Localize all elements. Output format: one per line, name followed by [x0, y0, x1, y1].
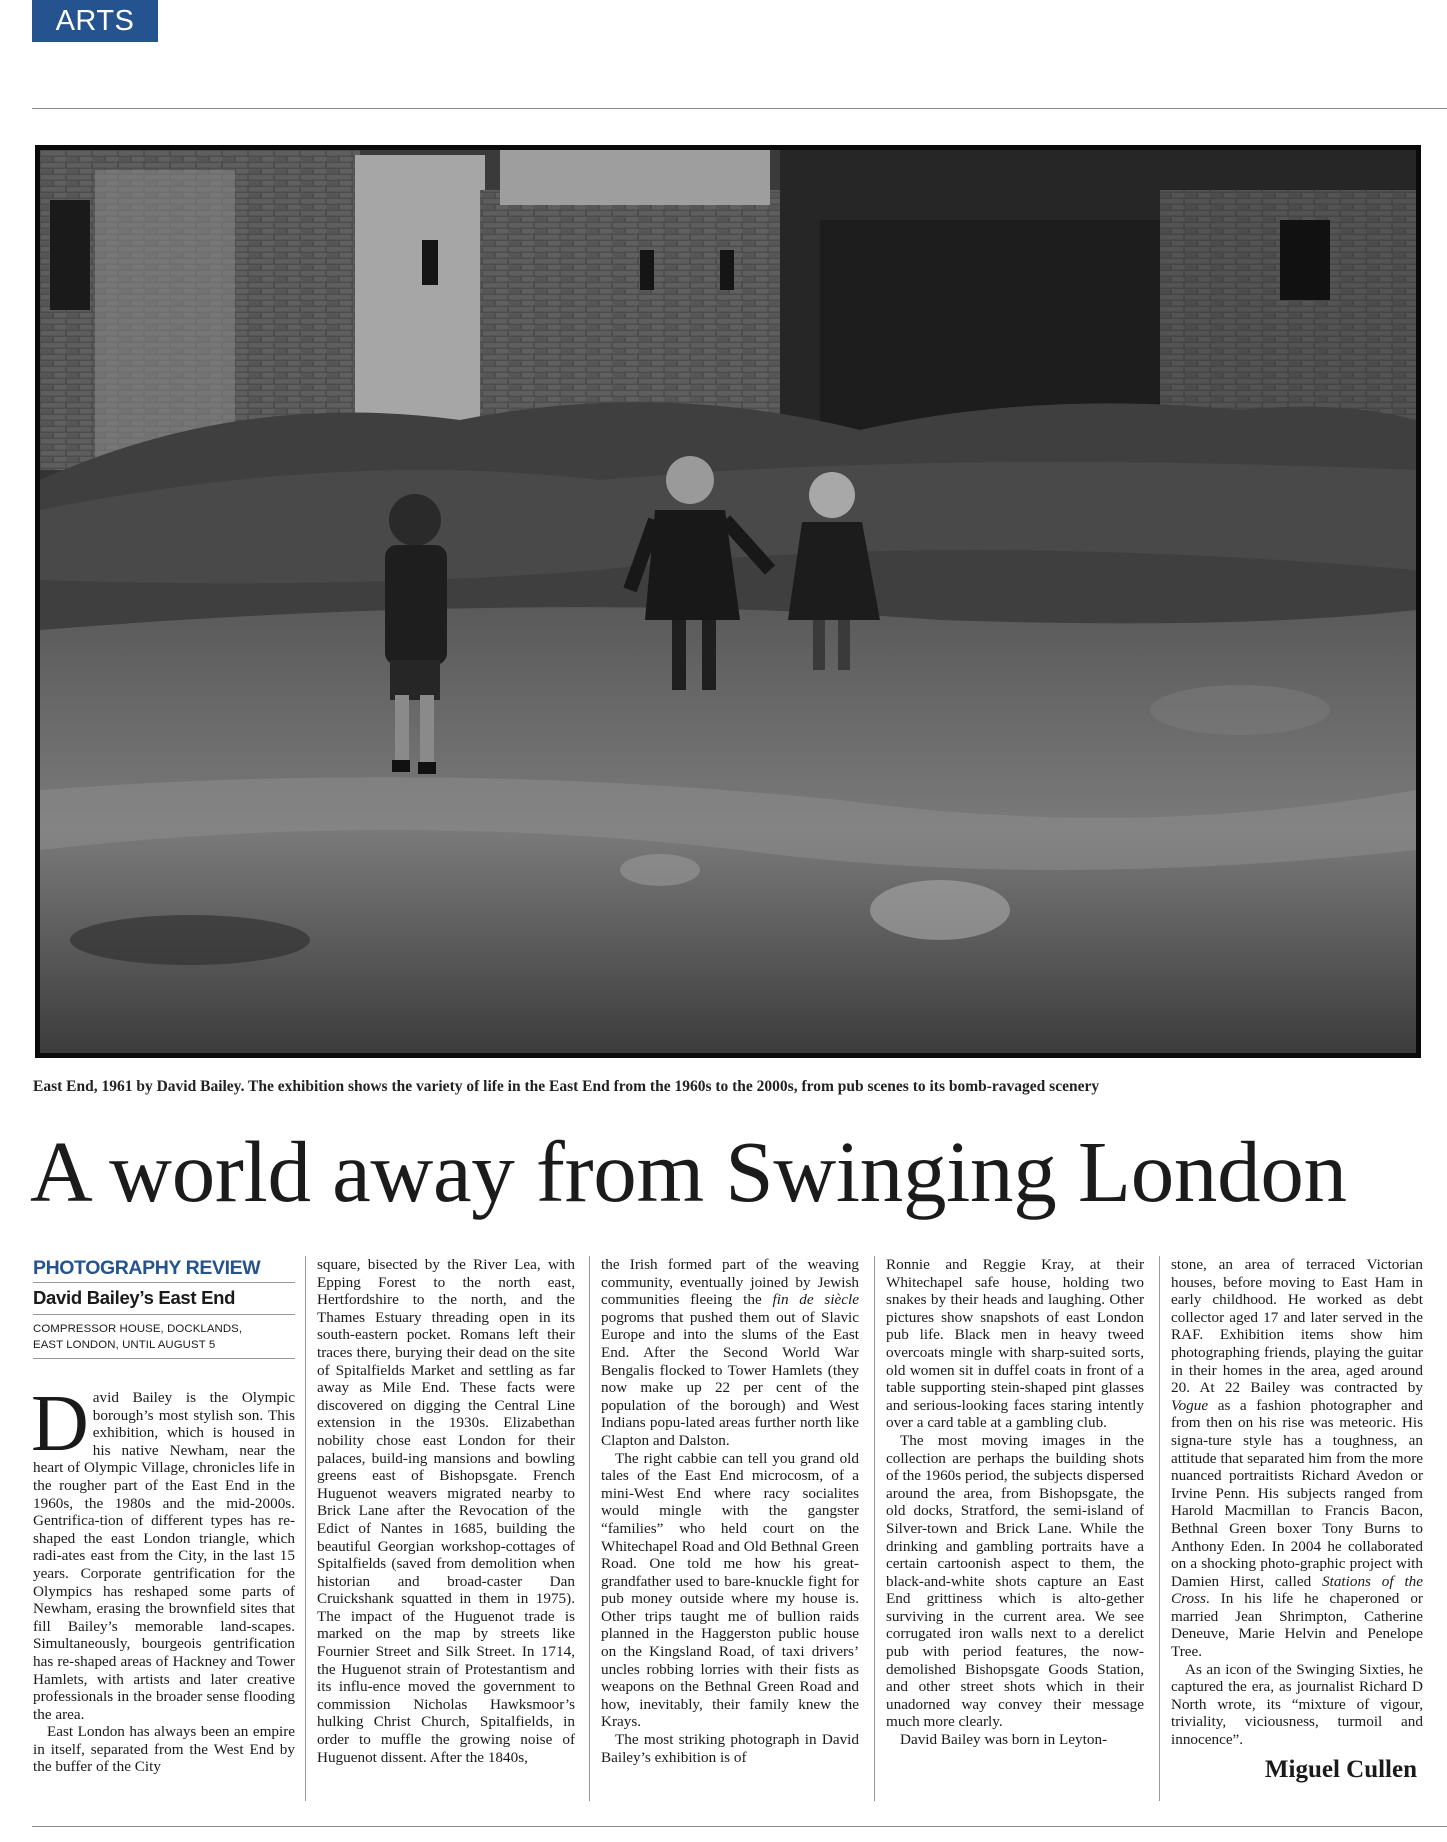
column-divider	[874, 1256, 875, 1801]
article-column-5	[1171, 1256, 1423, 1783]
body-paragraph: The right cabbie can tell you grand old tales of the East End microcosm, of a mini-West End where racy socialites would mingle with the gangster “families” who held court on the Whitechapel Road and Old Bethnal Green Road. One told me how his great-grandfather used to bare-knuckle fight for pub money outside where my house is. Other trips taught me of bullion raids planned in the Haggerston public house on the Kingsland Road, of taxi drivers’ uncles robbing lorries with their fists as weapons on the Bethnal Green Road and how, inevitably, their family knew the Krays.	[601, 1449, 859, 1731]
lead-photograph	[35, 145, 1421, 1058]
body-paragraph: As an icon of the Swinging Sixties, he captured the era, as journalist Richard D North wrote, its “mixture of vigour, triviality, viciousness, turmoil and innocence”.	[1171, 1660, 1423, 1749]
bottom-divider	[32, 1826, 1447, 1827]
byline: Miguel Cullen	[1264, 1755, 1417, 1783]
section-tag: ARTS	[32, 0, 158, 42]
text-run: the Irish formed part of the weaving community, eventually joined by Jewish communities fleeing the	[601, 1256, 859, 1309]
text-run: pogroms that pushed them out of Slavic Europe and into the slums of the East End. After the Second World War Bengalis flocked to Tower Hamlets (they now make up 22 per cent of the population of the borough) and West Indians popu-lated areas further north like Clapton and Dalston.	[601, 1308, 859, 1449]
column-divider	[305, 1256, 306, 1801]
body-paragraph: East London has always been an empire in itself, separated from the West End by the buffer of the City	[33, 1723, 295, 1776]
body-paragraph	[1171, 1256, 1423, 1661]
show-title: David Bailey’s East End	[33, 1285, 295, 1315]
lead-paragraph	[31, 1380, 295, 1723]
venue-info	[33, 1321, 295, 1359]
headline: A world away from Swinging London	[30, 1123, 1347, 1220]
venue-line-1: COMPRESSOR HOUSE, DOCKLANDS,	[33, 1323, 243, 1335]
text-run: . In his life he chaperoned or married Jean Shrimpton, Catherine Deneuve, Marie Helvin and Penelope Tree.	[1171, 1590, 1423, 1661]
body-paragraph: David Bailey was born in Leyton-	[900, 1731, 1108, 1749]
body-paragraph	[601, 1256, 859, 1450]
top-divider	[32, 108, 1447, 109]
article-column-4	[886, 1256, 1144, 1749]
text-run: stone, an area of terraced Victorian houses, before moving to East Ham in early childhood. He worked as debt collector aged 17 and later served in the RAF. Exhibition items show him photographing friends, playing the guitar in their homes in the area, aged around 20. At 22 Bailey was contracted by	[1171, 1256, 1423, 1397]
italic-phrase: Stations of the Cross	[1171, 1572, 1423, 1608]
article-column-3	[601, 1256, 859, 1766]
column-divider	[1159, 1256, 1160, 1801]
drop-cap: D	[31, 1380, 89, 1468]
article-column-2	[317, 1256, 575, 1766]
italic-phrase: Vogue	[1171, 1396, 1209, 1414]
column-divider	[589, 1256, 590, 1801]
body-paragraph: The most moving images in the collection are perhaps the building shots of the 1960s period, the subjects dispersed around the area, from Bishopsgate, the old docks, Stratford, the semi-island of Silver-town and Brick Lane. While the drinking and gambling portraits have a certain cartoonish aspect to them, the black-and-white shots capture an East End grittiness which is alto-gether surviving in the current area. We see corrugated iron walls next to a derelict pub with period features, the now-demolished Bishopsgate Goods Station, and other street shots which in their unadorned way convey their message much more clearly.	[886, 1431, 1144, 1731]
body-paragraph: Ronnie and Reggie Kray, at their Whitechapel safe house, holding two snakes by their heads and laughing. Other pictures show snapshots of east London pub life. Black men in heavy tweed overcoats mingle with sharp-suited sorts, old women sit in duffel coats in front of a table supporting stein-shaped pint glasses and serious-looking faces staring intently over a card table at a gambling club.	[886, 1256, 1144, 1432]
body-paragraph: The most striking photograph in David Bailey’s exhibition is of	[601, 1731, 859, 1766]
photo-caption: East End, 1961 by David Bailey. The exhibition shows the variety of life in the East End from the 1960s to the 2000s, from pub scenes to its bomb-ravaged scenery	[33, 1078, 1100, 1095]
lead-paragraph-text: avid Bailey is the Olympic borough’s most stylish son. This exhibition, which is housed in his native Newham, near the heart of Olympic Village, chronicles life in the rougher part of the East End in the 1960s, the 1980s and the mid-2000s. Gentrifica-tion of different types has re-shaped the east London triangle, which radi-ates east from the City, in the last 15 years. Corporate gentrification for the Olympics has reshaped some parts of Newham, erasing the brownfield sites that fill Bailey’s memorable land-scapes. Simultaneously, bourgeois gentrification has re-shaped areas of Hackney and Tower Hamlets, with artists and later creative professionals in the broader sense flooding the area.	[33, 1389, 295, 1723]
text-run: as a fashion photographer and from then on his rise was meteoric. His signa-ture style has a toughness, an attitude that separated him from the more nuanced portraitists Richard Avedon or Irvine Penn. His subjects ranged from Harold Macmillan to Francis Bacon, Bethnal Green boxer Tony Burns to Anthony Eden. In 2004 he collaborated on a shocking photo-graphic project with Damien Hirst, called	[1171, 1396, 1423, 1590]
body-paragraph: square, bisected by the River Lea, with Epping Forest to the north east, Hertfordshire to the north, and the Thames Estuary threading open in its south-eastern pocket. Romans left their traces there, burying their dead on the site of Spitalfields Market and settling as far away as Mile End. These facts were discovered on digging the Central Line extension in the 1930s. Elizabethan nobility chose east London for their palaces, build-ing mansions and bowling greens east of Bishopsgate. French Huguenot weavers migrated nearby to Brick Lane after the Revocation of the Edict of Nantes in 1685, building the beautiful Georgian workshop-cottages of Spitalfields (saved from demolition when historian and broad-caster Dan Cruickshank squatted in them in 1975). The impact of the Huguenot trade is marked on the map by streets like Fournier Street and Silk Street. In 1714, the Huguenot strain of Protestantism and its influ-ence moved the government to commission Nicholas Hawksmoor’s hulking Christ Church, Spitalfields, in order to muffle the growing noise of Huguenot dissent. After the 1840s,	[317, 1256, 575, 1766]
venue-line-2: EAST LONDON, UNTIL AUGUST 5	[33, 1339, 216, 1351]
review-kicker: PHOTOGRAPHY REVIEW	[33, 1256, 295, 1283]
photo-illustration	[40, 150, 1416, 1053]
italic-phrase: fin de siècle	[772, 1291, 859, 1309]
article-column-1	[33, 1256, 295, 1776]
